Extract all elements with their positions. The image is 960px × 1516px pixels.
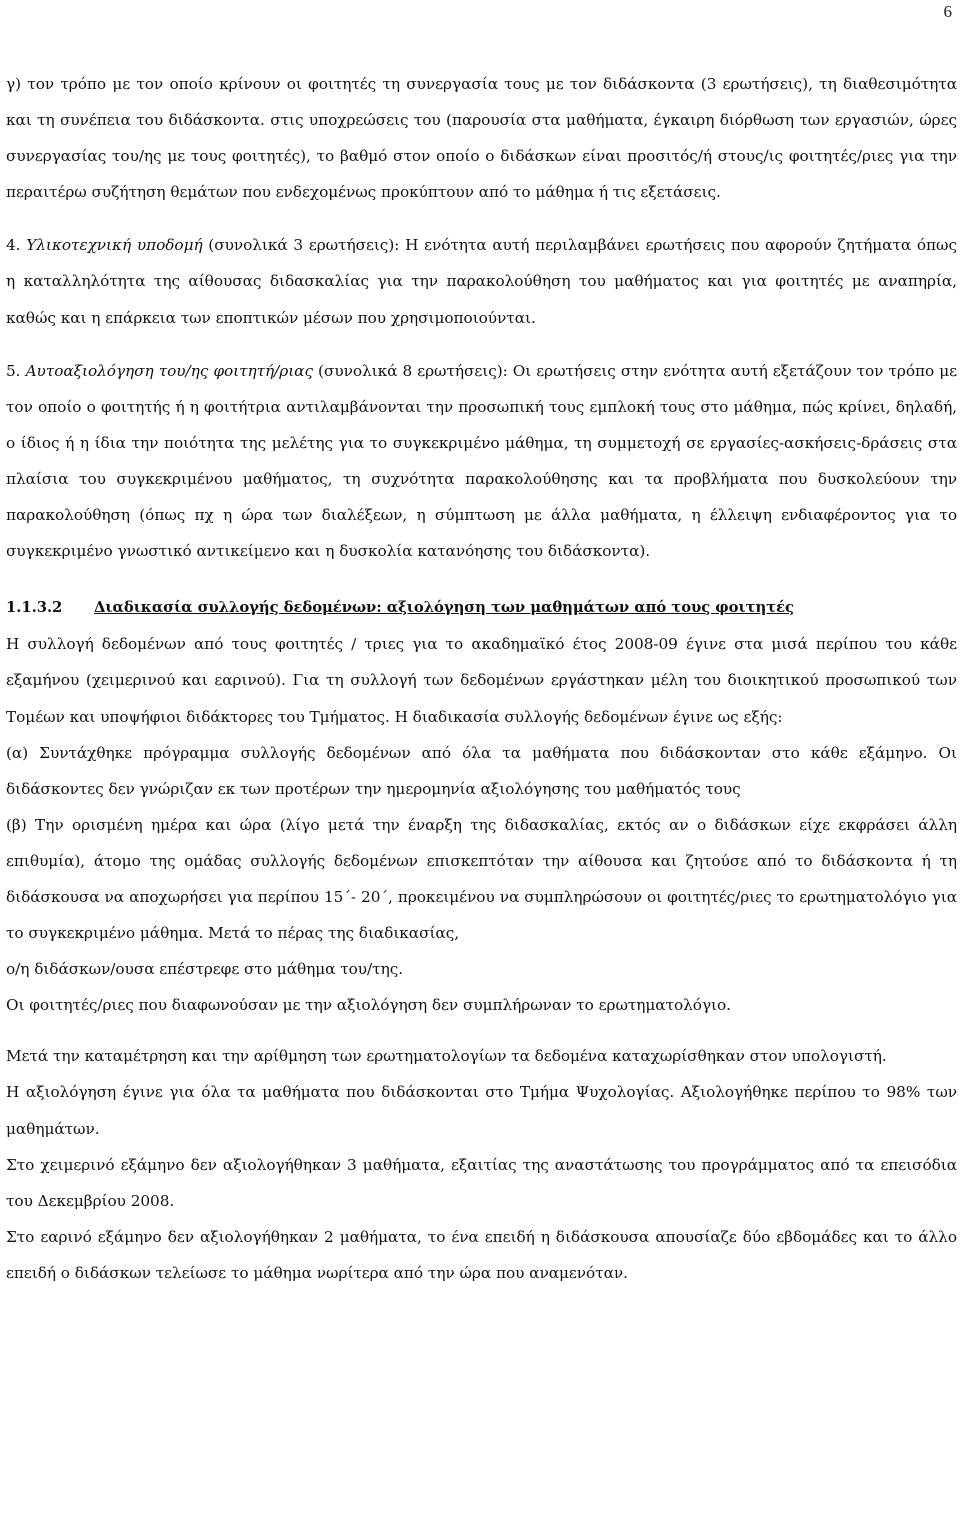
section-number: 1.1.3.2 xyxy=(6,599,63,617)
item-number: 4. xyxy=(6,236,27,255)
paragraph-winter: Στο χειμερινό εξάμηνο δεν αξιολογήθηκαν 3 μαθήματα, εξαιτίας της αναστάτωσης του προγράμματος από τα επεισόδια του Δεκεμβρίου 2008. xyxy=(6,1155,957,1210)
paragraph-data-collection: Η συλλογή δεδομένων από τους φοιτητές / τριες για το ακαδημαϊκό έτος 2008-09 έγινε στα μισά περίπου του κάθε εξαμήνου (χειμερινού και εαρινού). Για τη συλλογή των δεδομένων εργάστηκαν μέλη του διοικητικού προσωπικού των Τομέων και υποψήφιοι διδάκτορες του Τμήματος. Η διαδικασία συλλογής δεδομένων έγινε ως εξής: xyxy=(6,635,957,726)
item-text: (συνολικά 3 ερωτήσεις): Η ενότητα αυτή περιλαμβάνει ερωτήσεις που αφορούν ζητήματα όπως η καταλληλότητα της αίθουσας διδασκαλίας για την παρακολούθηση του μαθήματος και για φοιτητές με αναπηρία, καθώς και η επάρκεια των εποπτικών μέσων που χρησιμοποιούνται. xyxy=(6,236,957,327)
paragraph-coverage: Η αξιολόγηση έγινε για όλα τα μαθήματα που διδάσκονται στο Τμήμα Ψυχολογίας. Αξιολογήθηκε περίπου το 98% των μαθημάτων. xyxy=(6,1083,957,1138)
section-heading xyxy=(6,590,957,626)
paragraph-self-assessment xyxy=(6,353,957,570)
section-title: Διαδικασία συλλογής δεδομένων: αξιολόγηση των μαθημάτων από τους φοιτητές xyxy=(94,599,794,617)
paragraph-step-a: (α) Συντάχθηκε πρόγραμμα συλλογής δεδομένων από όλα τα μαθήματα που διδάσκονταν στο κάθε εξάμηνο. Οι διδάσκοντες δεν γνώριζαν εκ των προτέρων την ημερομηνία αξιολόγησης του μαθήματός τους xyxy=(6,743,957,798)
paragraph-count: Μετά την καταμέτρηση και την αρίθμηση των ερωτηματολογίων τα δεδομένα καταχωρίσθηκαν στον υπολογιστή. xyxy=(6,1047,887,1066)
item-title: Αυτοαξιολόγηση του/ης φοιτητή/ριας xyxy=(25,361,313,380)
item-title: Υλικοτεχνική υποδομή xyxy=(26,236,203,255)
page-number: 6 xyxy=(943,2,952,21)
document-body xyxy=(6,66,957,1291)
paragraph-c-cooperation: γ) τον τρόπο με τον οποίο κρίνουν οι φοιτητές τη συνεργασία τους με τον διδάσκοντα (3 ερωτήσεις), τη διαθεσιμότητα και τη συνέπεια του διδάσκοντα. στις υποχρεώσεις του (παρουσία στα μαθήματα, έγκαιρη διόρθωση των εργασιών, ώρες συνεργασίας του/ης με τους φοιτητές), το βαθμό στον οποίο ο διδάσκων είναι προσιτός/ή στους/ις φοιτητές/ριες για την περαιτέρω συζήτηση θεμάτων που ενδεχομένως προκύπτουν από το μάθημα ή τις εξετάσεις. xyxy=(6,75,957,202)
item-number: 5. xyxy=(6,361,26,380)
paragraph-spring: Στο εαρινό εξάμηνο δεν αξιολογήθηκαν 2 μαθήματα, το ένα επειδή η διδάσκουσα απουσίαζε δύο εβδομάδες και το άλλο επειδή ο διδάσκων τελείωσε το μάθημα νωρίτερα από την ώρα που αναμενόταν. xyxy=(6,1227,957,1282)
paragraph-infrastructure xyxy=(6,227,957,335)
paragraph-step-b: (β) Την ορισμένη ημέρα και ώρα (λίγο μετά την έναρξη της διδασκαλίας, εκτός αν ο διδάσκων είχε εκφράσει άλλη επιθυμία), άτομο της ομάδας συλλογής δεδομένων επισκεπτόταν την αίθουσα και ζητούσε από το διδάσκοντα ή τη διδάσκουσα να αποχωρήσει για περίπου 15΄- 20΄, προκειμένου να συμπληρώσουν οι φοιτητές/ριες το ερωτηματολόγιο για το συγκεκριμένο μάθημα. Μετά το πέρας της διαδικασίας, xyxy=(6,815,957,943)
item-text: (συνολικά 8 ερωτήσεις): Οι ερωτήσεις στην ενότητα αυτή εξετάζουν τον τρόπο με τον οποίο ο φοιτητής ή η φοιτήτρια αντιλαμβάνονται την προσωπική τους εμπλοκή τους στο μάθημα, πώς κρίνει, δηλαδή, ο ίδιος ή η ίδια την ποιότητα της μελέτης για το συγκεκριμένο μάθημα, τη συμμετοχή σε εργασίες-ασκήσεις-δράσεις στα πλαίσια του συγκεκριμένου μαθήματος, τη συχνότητα παρακολούθησης και τα προβλήματα που δυσκολεύουν την παρακολούθηση (όπως πχ η ώρα των διαλέξεων, η σύμπτωση με άλλα μαθήματα, η έλλειψη ενδιαφέροντος για το συγκεκριμένο γνωστικό αντικείμενο και η δυσκολία κατανόησης του διδάσκοντα). xyxy=(6,361,957,561)
paragraph-disagree: Οι φοιτητές/ριες που διαφωνούσαν με την αξιολόγηση δεν συμπλήρωναν το ερωτηματολόγιο. xyxy=(6,996,731,1015)
paragraph-return: ο/η διδάσκων/ουσα επέστρεφε στο μάθημα του/της. xyxy=(6,960,404,979)
